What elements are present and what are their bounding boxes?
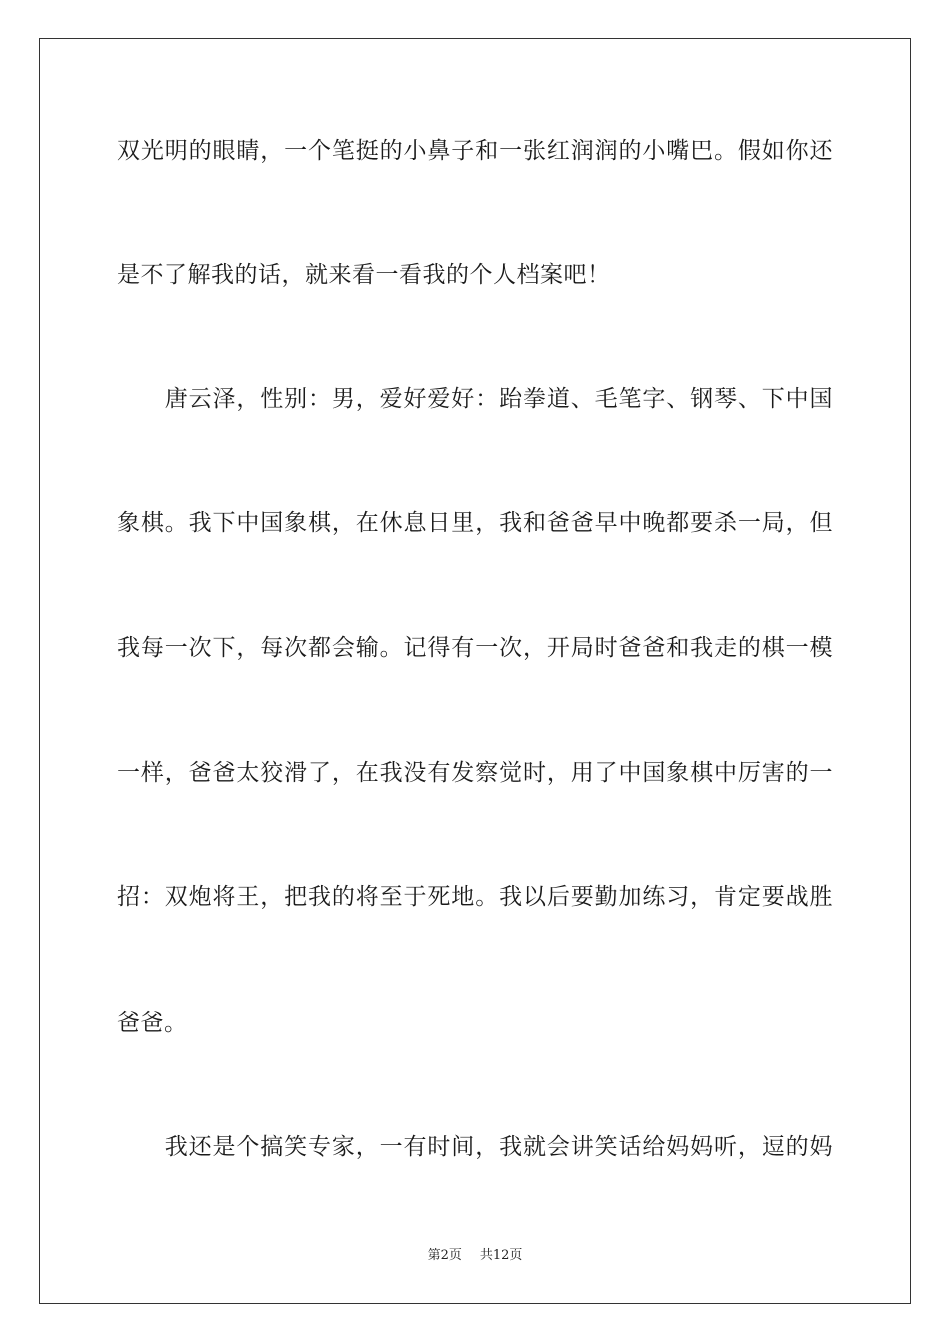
text-line-1: 双光明的眼睛，一个笔挺的小鼻子和一张红润润的小嘴巴。假如你还 (117, 138, 833, 164)
text-line-3: 唐云泽，性别：男，爱好爱好：跆拳道、毛笔字、钢琴、下中国 (117, 386, 833, 412)
text-line-2: 是不了解我的话，就来看一看我的个人档案吧！ (117, 262, 611, 288)
page-footer (0, 1247, 950, 1265)
text-line-7: 招：双炮将王，把我的将至于死地。我以后要勤加练习，肯定要战胜 (117, 884, 833, 910)
page-number: 第2页 (427, 1248, 462, 1263)
text-line-9: 我还是个搞笑专家，一有时间，我就会讲笑话给妈妈听，逗的妈 (117, 1134, 833, 1160)
text-line-5: 我每一次下，每次都会输。记得有一次，开局时爸爸和我走的棋一模 (117, 635, 833, 661)
page-total: 共12页 (479, 1248, 523, 1263)
page-border (39, 38, 911, 1304)
text-line-4: 象棋。我下中国象棋，在休息日里，我和爸爸早中晚都要杀一局，但 (117, 510, 833, 536)
text-line-6: 一样，爸爸太狡滑了，在我没有发察觉时，用了中国象棋中厉害的一 (117, 760, 833, 786)
text-line-8: 爸爸。 (117, 1010, 188, 1036)
